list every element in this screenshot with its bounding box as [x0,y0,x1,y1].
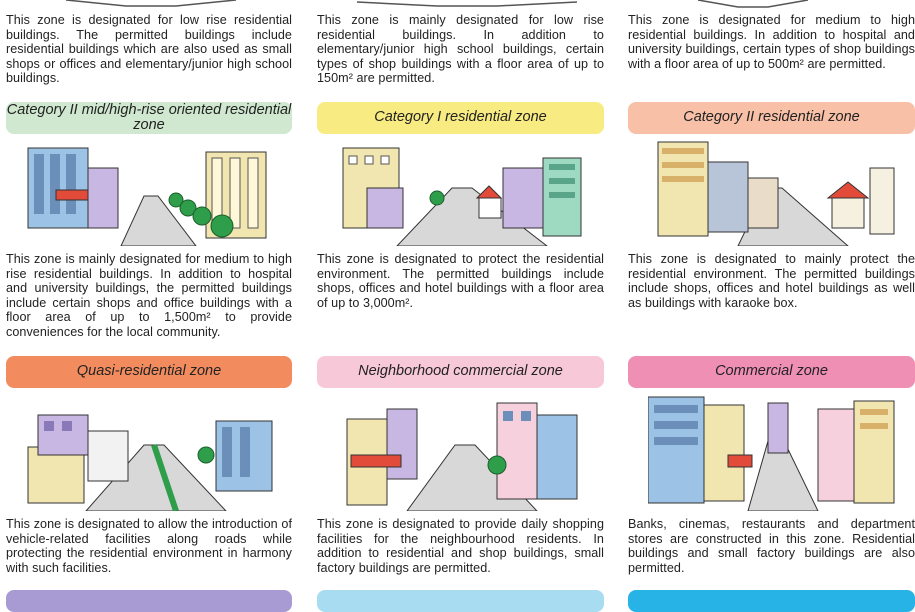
zone-description: This zone is mainly designated for low rise residential buildings. In addition to elementary/junior high school buildings, certain types of shop buildings with a floor area of up to 150m² are permitted. [317,13,604,86]
zone-title-pill [317,590,604,612]
zone-description: This zone is designated for low rise residential buildings. The permitted buildings include residential buildings which are also used as small shops or offices and elementary/junior high school buildings. [6,13,292,86]
zone-description: Banks, cinemas, restaurants and department stores are constructed in this zone. Residential buildings and small factory buildings are also permitted. [628,517,915,575]
zone-description: This zone is designated for medium to high residential buildings. In addition to hospital and university buildings, certain types of shop buildings with a floor area of up to 500m² are permitted. [628,13,915,71]
top-illustration-fragment [628,0,915,8]
zone-title-pill: Category II mid/high-rise oriented residential zone [6,101,292,133]
zone-description: This zone is designated to allow the introduction of vehicle-related facilities along roads while protecting the residential environment in harmony with such facilities. [6,517,292,575]
zone-title-pill [6,590,292,612]
zone-title-pill: Quasi-residential zone [6,356,292,388]
street-scene-neighborhood-shops-icon [337,395,587,511]
zone-title-pill: Category II residential zone [628,102,915,134]
street-scene-high-rise-icon [26,138,276,246]
zone-description: This zone is designated to mainly protect the residential environment. The permitted buildings include shops, offices and hotel buildings as well as buildings with karaoke box. [628,252,915,310]
zone-description: This zone is designated to provide daily shopping facilities for the neighbourhood residents. In addition to residential and shop buildings, small factory buildings are permitted. [317,517,604,575]
street-scene-mixed-residential-icon [337,138,587,246]
street-scene-commercial-icon [648,395,898,511]
zone-description: This zone is designated to protect the residential environment. The permitted buildings include shops, offices and hotel buildings with a floor area of up to 3,000m². [317,252,604,310]
top-illustration-fragment [317,0,604,8]
street-scene-residential-shops-icon [648,138,898,246]
zone-title-pill: Neighborhood commercial zone [317,356,604,388]
zone-title-pill: Commercial zone [628,356,915,388]
street-scene-roadside-icon [26,395,276,511]
zone-title-pill [628,590,915,612]
zone-title-pill: Category I residential zone [317,102,604,134]
top-illustration-fragment [6,0,292,8]
zone-description: This zone is mainly designated for medium to high rise residential buildings. In addition to hospital and university buildings, the permitted buildings include certain shops and office buildings with a floor area of up to 1,500m² to provide conveniences for the local community. [6,252,292,339]
